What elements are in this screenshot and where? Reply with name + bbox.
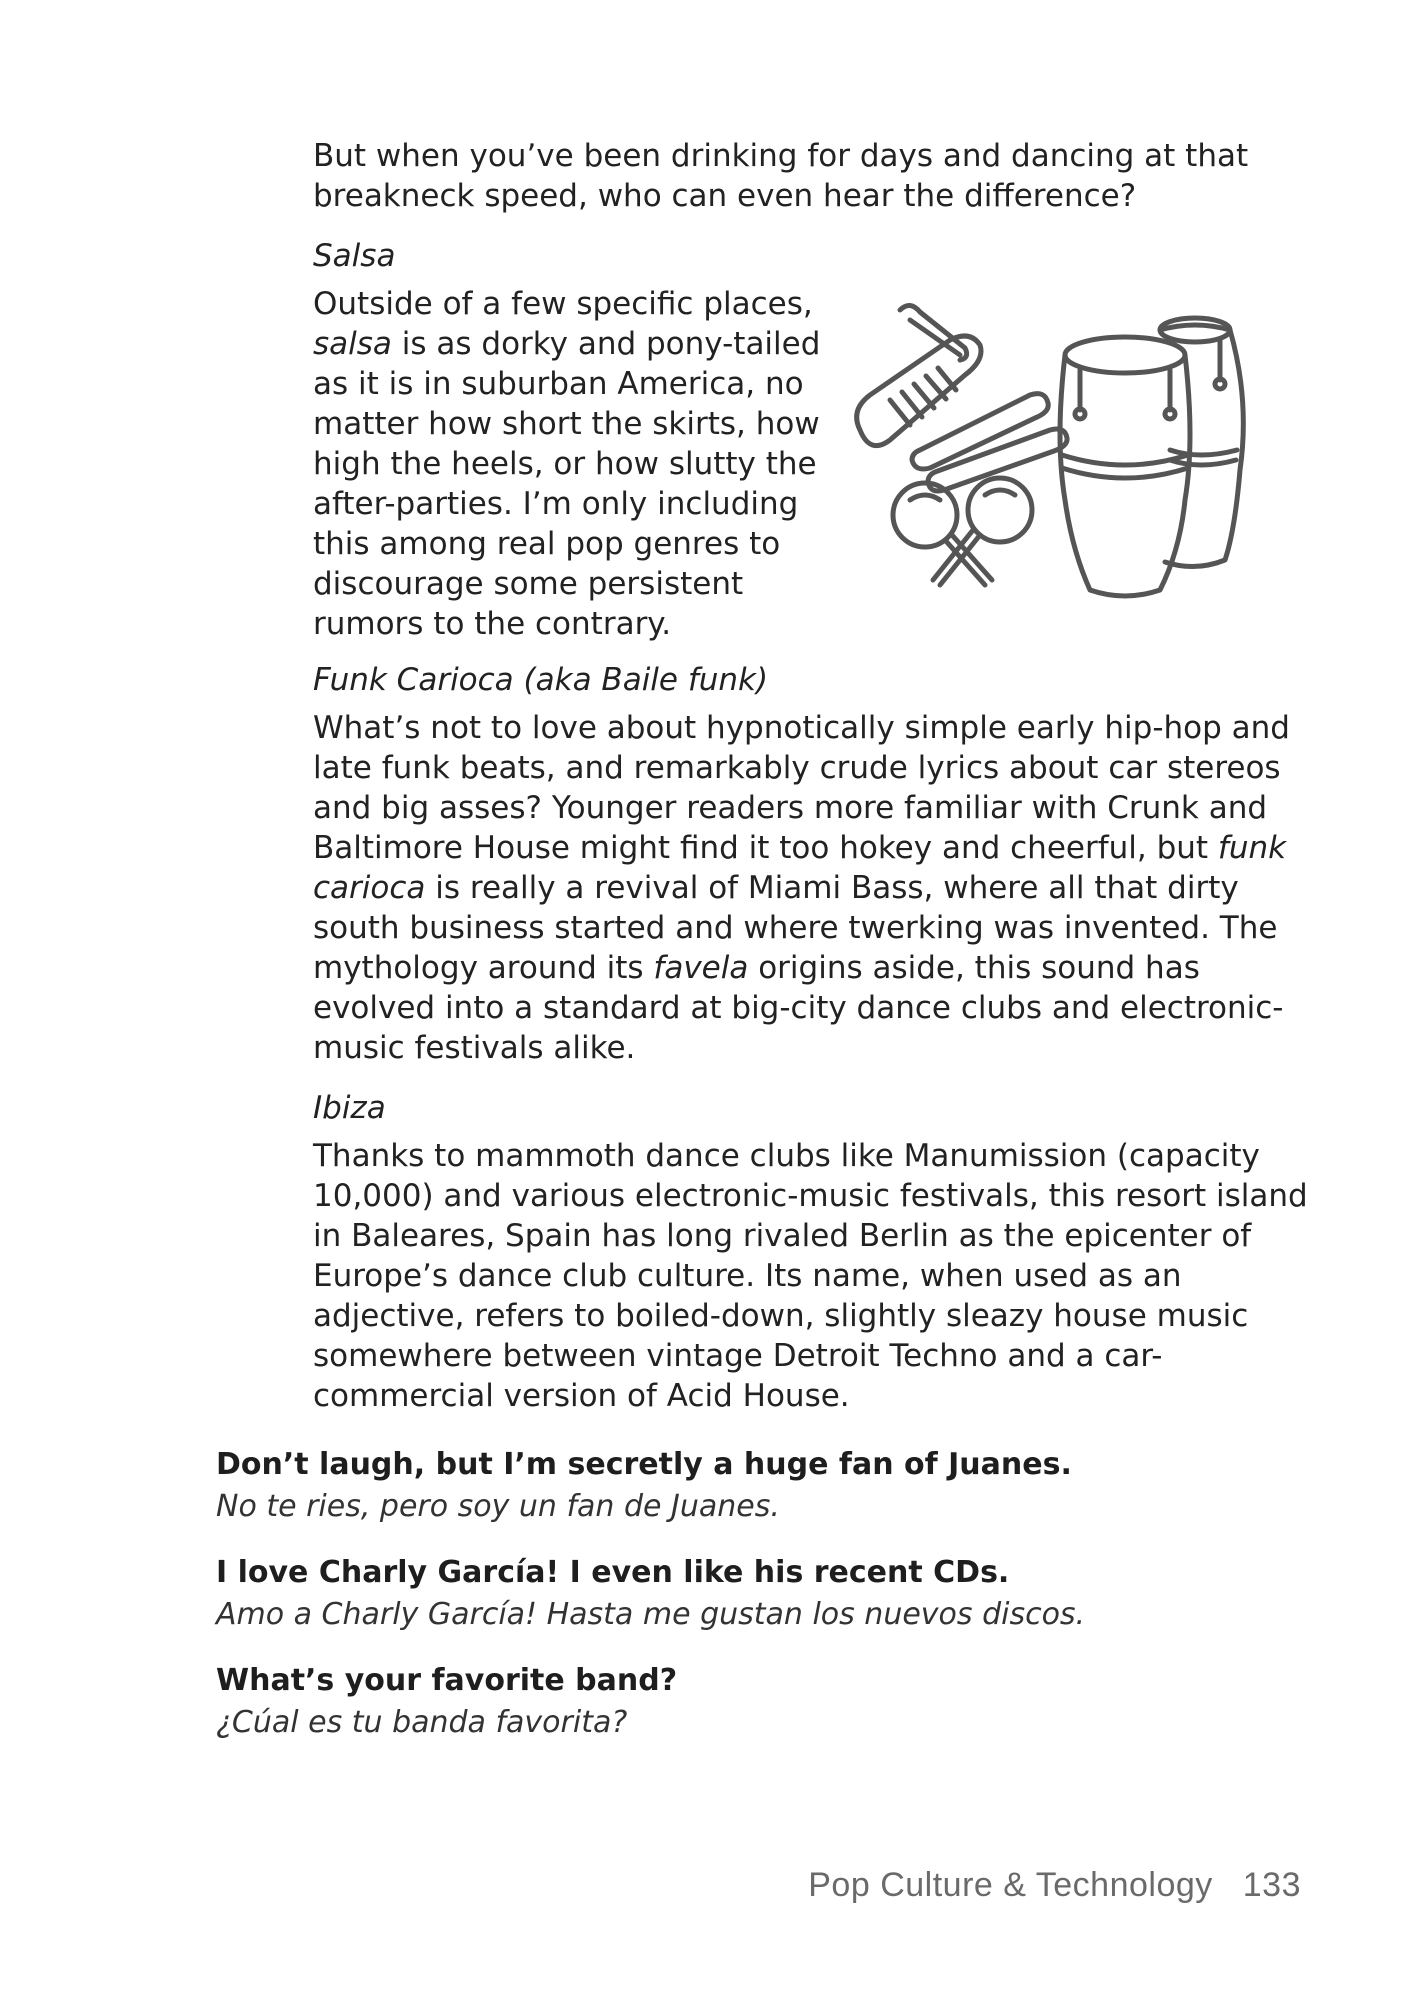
phrase-english: What’s your favorite band? (216, 1663, 678, 1698)
phrase-english: Don’t laugh, but I’m secretly a huge fan of Juanes. (216, 1447, 1072, 1482)
page-number: 133 (1242, 1866, 1301, 1904)
phrase-2 (216, 1552, 1316, 1636)
salsa-paragraph: Outside of a few specific places, salsa is as dorky and pony-tailed as it is in suburban America, no matter how short the skirts, how high the heels, or how slutty the after-parties. I’m only including this among real pop genres to discourage some persistent rumors to the contrary. (313, 286, 821, 642)
phrase-english: I love Charly García! I even like his recent CDs. (216, 1555, 1010, 1590)
phrase-spanish: ¿Cúal es tu banda favorita? (216, 1705, 628, 1740)
salsa-heading: Salsa (313, 238, 396, 274)
ibiza-heading: Ibiza (313, 1090, 386, 1126)
funk-carioca-heading: Funk Carioca (aka Baile funk) (313, 662, 769, 698)
funk-carioca-section (313, 660, 1323, 1068)
latin-percussion-icon (840, 300, 1300, 620)
ibiza-section (313, 1088, 1323, 1416)
front-conga-drum-icon (1060, 337, 1190, 596)
back-conga-drum-icon (1160, 318, 1243, 567)
page-footer (808, 1866, 1301, 1905)
maracas-icon (893, 478, 1032, 585)
phrase-3 (216, 1660, 1316, 1744)
phrase-spanish: Amo a Charly García! Hasta me gustan los nuevos discos. (216, 1597, 1086, 1632)
ibiza-paragraph: Thanks to mammoth dance clubs like Manumission (capacity 10,000) and various electronic-music festivals, this resort island in Baleares, Spain has long rivaled Berlin as the epicenter of Europe’s dance club culture. Its name, when used as an adjective, refers to boiled-down, slightly sleazy house music somewhere between vintage Detroit Techno and a car-commercial version of Acid House. (313, 1138, 1308, 1414)
funk-carioca-paragraph: What’s not to love about hypnotically simple early hip-hop and late funk beats, and remarkably crude lyrics about car stereos and big asses? Younger readers more familiar with Crunk and Baltimore House might find it too hokey and cheerful, but funk carioca is really a revival of Miami Bass, where all that dirty south business started and where twerking was invented. The mythology around its favela origins aside, this sound has evolved into a standard at big-city dance clubs and electronic-music festivals alike. (313, 710, 1290, 1066)
guiro-icon (857, 305, 981, 445)
intro-paragraph: But when you’ve been drinking for days and dancing at that breakneck speed, who can even hear the difference? (313, 138, 1249, 214)
phrase-1 (216, 1444, 1316, 1528)
intro-block (313, 136, 1323, 216)
phrase-spanish: No te ries, pero soy un fan de Juanes. (216, 1489, 780, 1524)
footer-section-title: Pop Culture & Technology (808, 1866, 1213, 1904)
